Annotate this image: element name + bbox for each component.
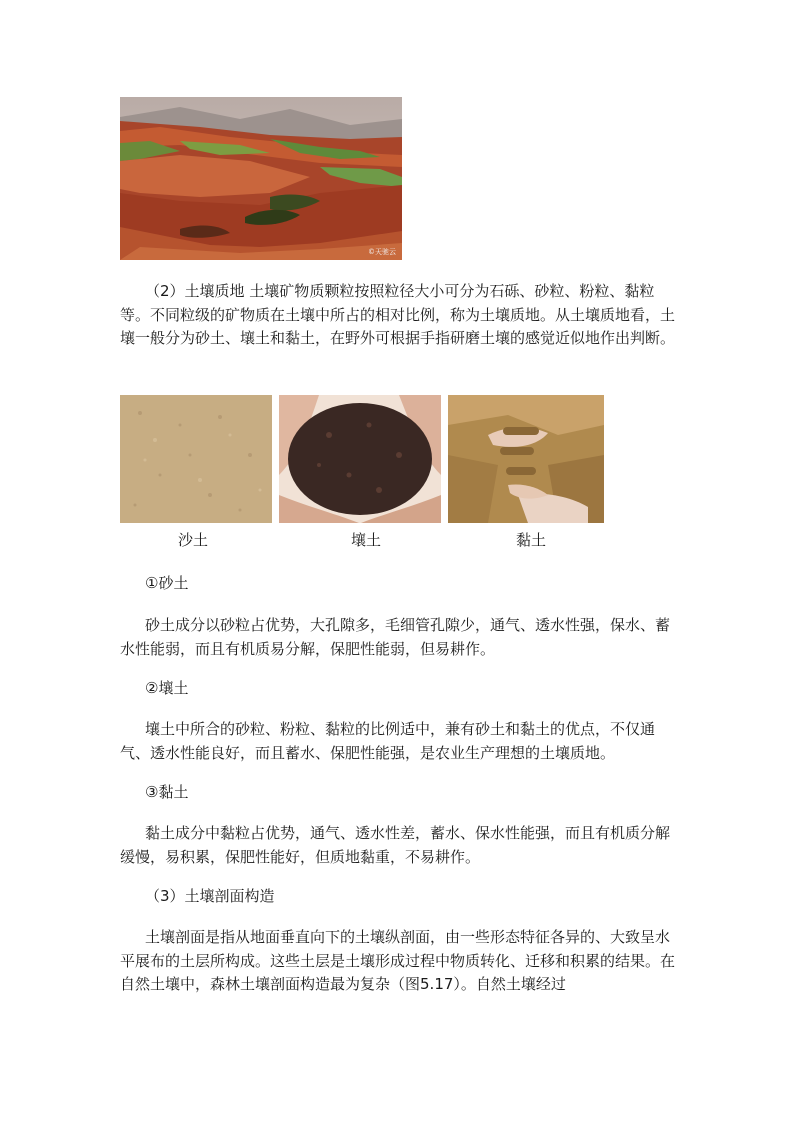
landscape-illustration bbox=[120, 97, 402, 260]
sandy-soil-photo bbox=[120, 395, 272, 523]
loam-paragraph bbox=[120, 718, 680, 765]
sand-paragraph bbox=[120, 614, 680, 661]
sand-heading: ①砂土 bbox=[145, 574, 189, 592]
clay-text: 黏土成分中黏粒占优势，通气、透水性差，蓄水、保水性能强，而且有机质分解缓慢，易积累，保肥性能好，但质地黏重，不易耕作。 bbox=[120, 824, 671, 866]
sand-text: 砂土成分以砂粒占优势，大孔隙多，毛细管孔隙少，通气、透水性强，保水、蓄水性能弱，而且有机质易分解，保肥性能弱，但易耕作。 bbox=[120, 616, 671, 658]
loam-soil-illustration bbox=[279, 395, 441, 523]
profile-paragraph bbox=[120, 926, 680, 997]
soil-texture-paragraph bbox=[120, 280, 680, 351]
clay-soil-photo bbox=[448, 395, 604, 523]
photo-watermark: ©天驰云 bbox=[368, 248, 396, 256]
red-soil-landscape-photo bbox=[120, 97, 402, 260]
sandy-soil-illustration bbox=[120, 395, 272, 523]
caption-clay-soil: 黏土 bbox=[516, 531, 547, 549]
loam-text: 壤土中所合的砂粒、粉粒、黏粒的比例适中，兼有砂土和黏土的优点，不仅通气、透水性能良好，而且蓄水、保肥性能强，是农业生产理想的土壤质地。 bbox=[120, 720, 656, 762]
profile-text: 土壤剖面是指从地面垂直向下的土壤纵剖面，由一些形态特征各异的、大致呈水平展布的土层所构成。这些土层是土壤形成过程中物质转化、迁移和积累的结果。在自然土壤中，森林土壤剖面构造最为复杂（图5.17）。自然土壤经过 bbox=[120, 928, 676, 993]
clay-paragraph bbox=[120, 822, 680, 869]
loam-heading: ②壤土 bbox=[145, 679, 189, 697]
profile-heading: （3）土壤剖面构造 bbox=[145, 887, 275, 905]
clay-heading: ③黏土 bbox=[145, 783, 189, 801]
soil-texture-text: （2）土壤质地 土壤矿物质颗粒按照粒径大小可分为石砾、砂粒、粉粒、黏粒等。不同粒级的矿物质在土壤中所占的相对比例，称为土壤质地。从土壤质地看，土壤一般分为砂土、壤土和黏土，在野外可根据手指研磨土壤的感觉近似地作出判断。 bbox=[120, 282, 676, 347]
clay-soil-illustration bbox=[448, 395, 604, 523]
caption-loam-soil: 壤土 bbox=[351, 531, 382, 549]
loam-soil-photo bbox=[279, 395, 441, 523]
caption-sandy-soil: 沙土 bbox=[178, 531, 209, 549]
